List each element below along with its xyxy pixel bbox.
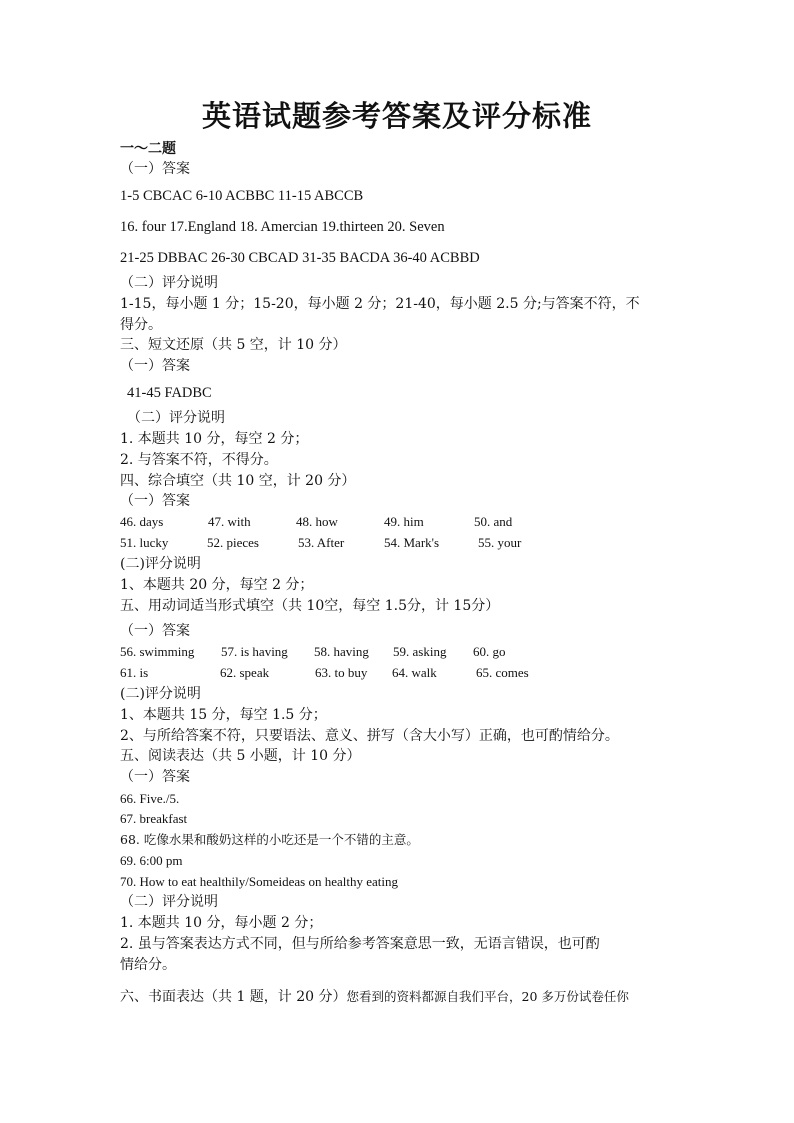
answer-62: 62. speak [220,665,270,680]
section-3-note-1: 1. 本题共 10 分，每空 2 分； [120,431,309,447]
answer-50: 50. and [474,514,513,529]
answer-69: 69. 6:00 pm [120,853,183,868]
answer-59: 59. asking [393,644,447,659]
page-title: 英语试题参考答案及评分标准 [201,99,592,133]
section-7-trailing-text: 您看到的资料都源自我们平台，20 多万份试卷任你 [346,989,629,1004]
section-6-heading: 五、阅读表达（共 5 小题，计 10 分） [120,748,361,764]
answer-52: 52. pieces [207,535,259,550]
answer-53: 53. After [298,535,345,550]
section-5-notes-label: (二)评分说明 [120,686,201,702]
section-4-answers-label: （一）答案 [120,493,190,509]
section-1-2-note-line-1: 1-15，每小题 1 分；15-20，每小题 2 分；21-40，每小题 2.5 分;与答案不符，不 [120,296,640,312]
answer-47: 47. with [208,514,251,529]
section-7-heading-line [120,987,629,1007]
answer-60: 60. go [473,644,506,659]
section-1-2-heading: 一～二题 [120,141,176,157]
answer-55: 55. your [478,535,522,550]
section-1-2-note-line-2: 得分。 [120,317,162,333]
answer-61: 61. is [120,665,149,680]
answer-70: 70. How to eat healthily/Someideas on healthy eating [120,874,398,889]
section-3-note-2: 2. 与答案不符，不得分。 [120,452,278,468]
section-4-note-1: 1、本题共 20 分，每空 2 分； [120,577,314,593]
answer-63: 63. to buy [315,665,368,680]
section-7-heading: 六、书面表达（共 1 题，计 20 分） [120,989,347,1005]
answer-58: 58. having [314,644,369,659]
answers-1-15: 1-5 CBCAC 6-10 ACBBC 11-15 ABCCB [120,188,364,204]
answer-66: 66. Five./5. [120,791,180,806]
section-3-notes-label: （二）评分说明 [127,410,225,426]
answer-68: 68. 吃像水果和酸奶这样的小吃还是一个不错的主意。 [120,832,419,847]
answer-54: 54. Mark's [384,535,440,550]
answer-56: 56. swimming [120,644,195,659]
section-5-heading: 五、用动词适当形式填空（共 10空，每空 1.5分，计 15分） [120,598,500,614]
section-3-answers-label: （一）答案 [120,358,190,374]
section-1-2-answers-label: （一）答案 [120,161,190,177]
section-4-notes-label: (二)评分说明 [120,556,201,572]
answer-65: 65. comes [476,665,529,680]
section-6-notes-label: （二）评分说明 [120,894,218,910]
section-3-heading: 三、短文还原（共 5 空，计 10 分） [120,337,347,353]
section-6-note-1: 1. 本题共 10 分，每小题 2 分； [120,915,323,931]
answer-46: 46. days [120,514,164,529]
answer-57: 57. is having [221,644,288,659]
section-6-note-2-line-1: 2. 虽与答案表达方式不同，但与所给参考答案意思一致，无语言错误，也可酌 [120,936,600,952]
section-5-note-1: 1、本题共 15 分，每空 1.5 分； [120,707,327,723]
section-5-answers-label: （一）答案 [120,623,190,639]
answers-16-20: 16. four 17.England 18. Amercian 19.thirteen 20. Seven [120,219,445,235]
answer-64: 64. walk [392,665,437,680]
answer-49: 49. him [384,514,424,529]
answers-21-40: 21-25 DBBAC 26-30 CBCAD 31-35 BACDA 36-40 ACBBD [120,250,480,266]
section-1-2-notes-label: （二）评分说明 [120,275,218,291]
section-6-note-2-line-2: 情给分。 [120,957,176,973]
answer-48: 48. how [296,514,338,529]
section-6-answers-label: （一）答案 [120,769,190,785]
answers-41-45: 41-45 FADBC [127,385,212,401]
answer-67: 67. breakfast [120,811,188,826]
answer-51: 51. lucky [120,535,169,550]
section-5-note-2: 2、与所给答案不符，只要语法、意义、拼写（含大小写）正确，也可酌情给分。 [120,728,619,744]
section-4-heading: 四、综合填空（共 10 空，计 20 分） [120,473,356,489]
